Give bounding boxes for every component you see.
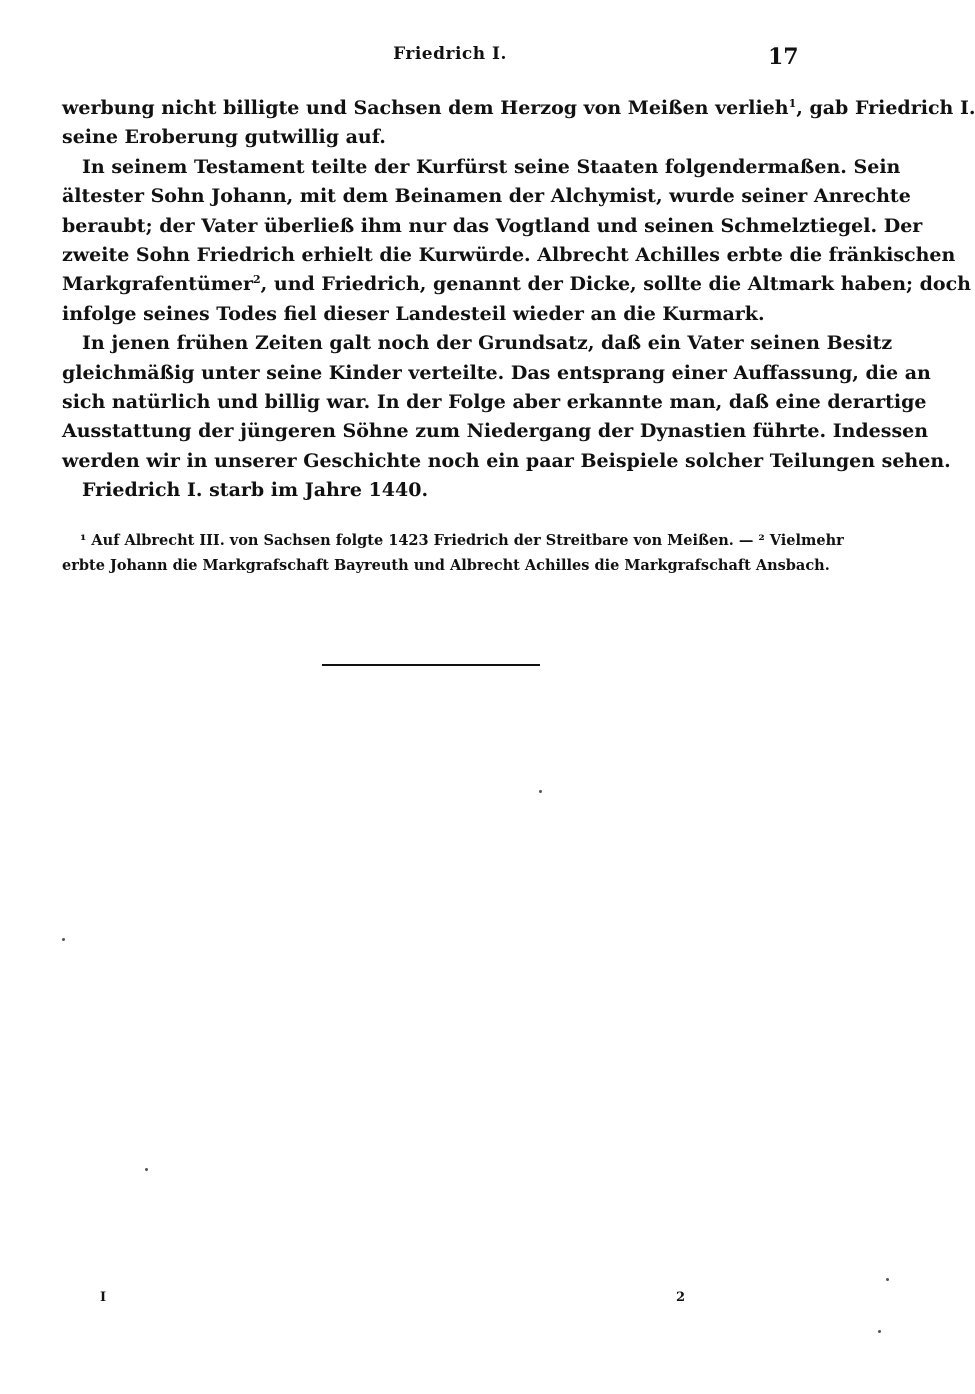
text-line: gleichmäßig unter seine Kinder verteilte. Das entsprang einer Auffassung, die an xyxy=(62,361,931,384)
end-rule xyxy=(322,664,540,666)
page-number: 17 xyxy=(768,44,799,70)
running-title: Friedrich I. xyxy=(393,44,507,64)
footnote-line: erbte Johann die Markgrafschaft Bayreuth und Albrecht Achilles die Markgrafschaft Ansbach. xyxy=(62,557,830,574)
paper-speck xyxy=(886,1278,889,1281)
text-line: ältester Sohn Johann, mit dem Beinamen der Alchymist, wurde seiner Anrechte xyxy=(62,185,911,208)
text-line: Friedrich I. starb im Jahre 1440. xyxy=(82,479,429,502)
text-line: In seinem Testament teilte der Kurfürst seine Staaten folgendermaßen. Sein xyxy=(82,155,901,178)
text-line: beraubt; der Vater überließ ihm nur das Vogtland und seinen Schmelztiegel. Der xyxy=(62,214,923,237)
text-line: In jenen frühen Zeiten galt noch der Grundsatz, daß ein Vater seinen Besitz xyxy=(82,332,893,355)
paper-speck xyxy=(878,1330,881,1333)
footnote-line: ¹ Auf Albrecht III. von Sachsen folgte 1423 Friedrich der Streitbare von Meißen. — ² Vielmehr xyxy=(80,532,844,549)
text-line: sich natürlich und billig war. In der Folge aber erkannte man, daß eine derartige xyxy=(62,391,927,414)
text-line: seine Eroberung gutwillig auf. xyxy=(62,126,386,149)
text-line: werbung nicht billigte und Sachsen dem Herzog von Meißen verlieh$^1$, gab Friedrich I. xyxy=(62,97,975,119)
paragraph-2 xyxy=(62,153,971,329)
paper-speck xyxy=(539,790,542,793)
paper-speck xyxy=(62,938,65,941)
paragraph-4 xyxy=(62,476,800,505)
text-line: werden wir in unserer Geschichte noch ein paar Beispiele solcher Teilungen sehen. xyxy=(62,449,951,472)
footnotes xyxy=(62,528,844,578)
text-line: Ausstattung der jüngeren Söhne zum Niedergang der Dynastien führte. Indessen xyxy=(62,420,929,443)
text-line: infolge seines Todes fiel dieser Landesteil wieder an die Kurmark. xyxy=(62,302,765,325)
signature-mark-right: 2 xyxy=(676,1290,686,1305)
text-line: Markgrafentümer$^2$, und Friedrich, genannt der Dicke, sollte die Altmark haben; doch xyxy=(62,273,971,296)
signature-mark-left: I xyxy=(100,1290,107,1305)
footnote-ref: 1 xyxy=(788,97,797,110)
paper-speck xyxy=(145,1168,148,1171)
text-line: zweite Sohn Friedrich erhielt die Kurwürde. Albrecht Achilles erbte die fränkischen xyxy=(62,244,956,267)
paragraph-1 xyxy=(62,94,975,153)
paragraph-3 xyxy=(62,329,951,476)
footnote-ref: 2 xyxy=(253,273,261,287)
main-text xyxy=(62,94,975,506)
